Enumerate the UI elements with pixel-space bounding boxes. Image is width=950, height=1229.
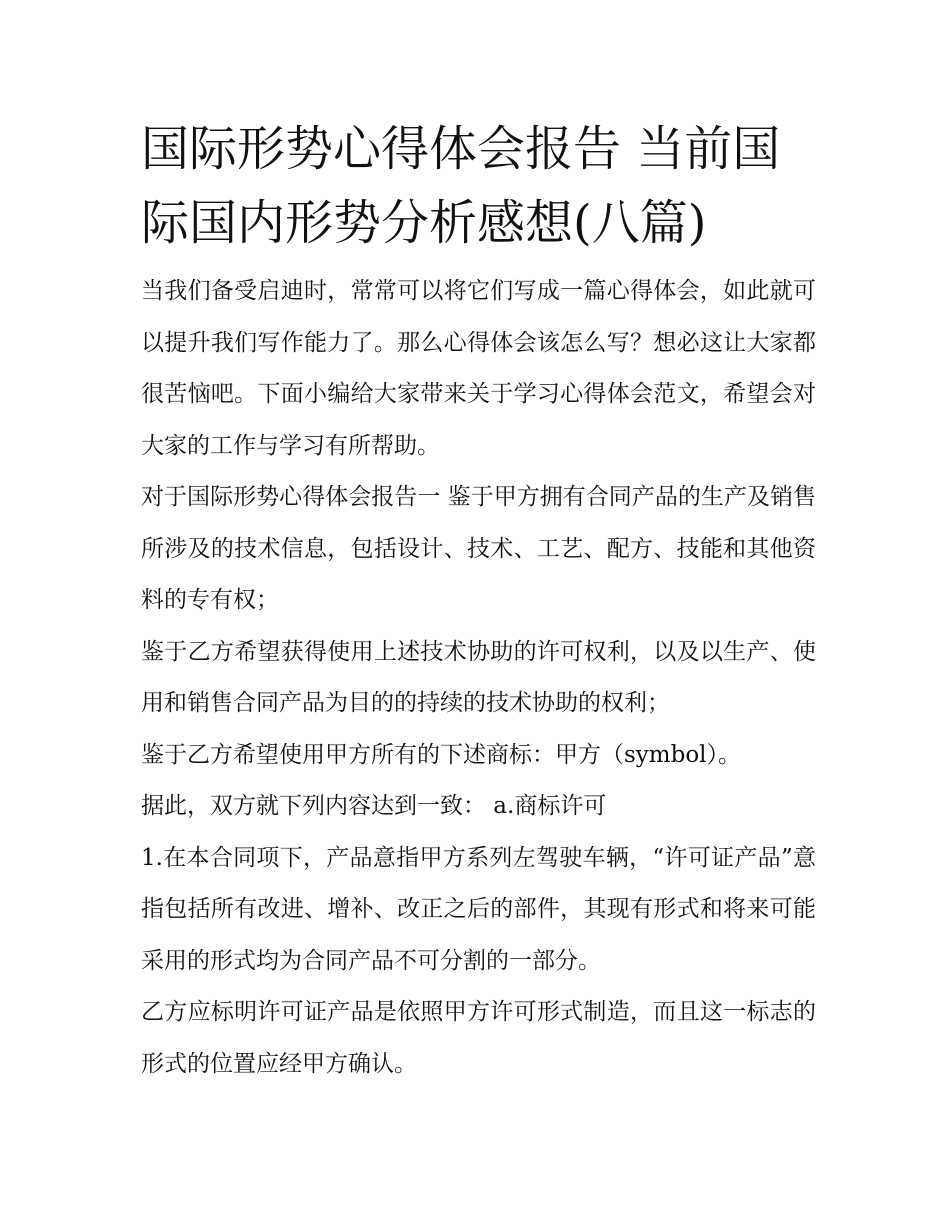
paragraph-recital-3: 鉴于乙方希望使用甲方所有的下述商标：甲方（symbol）。 bbox=[141, 741, 742, 768]
paragraph-intro: 当我们备受启迪时，常常可以将它们写成一篇心得体会，如此就可以提升我们写作能力了。那么心得体会该怎么写？想必这让大家都很苦恼吧。下面小编给大家带来关于学习心得体会范文，希望会对大家的工作与学习有所帮助。 bbox=[141, 278, 816, 459]
paragraph-agreement: 据此，双方就下列内容达到一致： a.商标许可 bbox=[141, 793, 607, 819]
paragraph-clause-marking: 乙方应标明许可证产品是依照甲方许可形式制造，而且这一标志的形式的位置应经甲方确认。 bbox=[141, 999, 816, 1077]
paragraph-recital-1: 对于国际形势心得体会报告一 鉴于甲方拥有合同产品的生产及销售所涉及的技术信息，包括设计、技术、工艺、配方、技能和其他资料的专有权； bbox=[141, 484, 816, 613]
paragraph-clause-1: 1.在本合同项下，产品意指甲方系列左驾驶车辆，“许可证产品”意指包括所有改进、增补、改正之后的部件，其现有形式和将来可能采用的形式均为合同产品不可分割的一部分。 bbox=[141, 844, 816, 974]
document-title: 国际形势心得体会报告 当前国际国内形势分析感想(八篇) bbox=[141, 121, 781, 251]
paragraph-recital-2: 鉴于乙方希望获得使用上述技术协助的许可权利，以及以生产、使用和销售合同产品为目的的持续的技术协助的权利； bbox=[141, 638, 816, 716]
document-page bbox=[141, 112, 816, 1090]
